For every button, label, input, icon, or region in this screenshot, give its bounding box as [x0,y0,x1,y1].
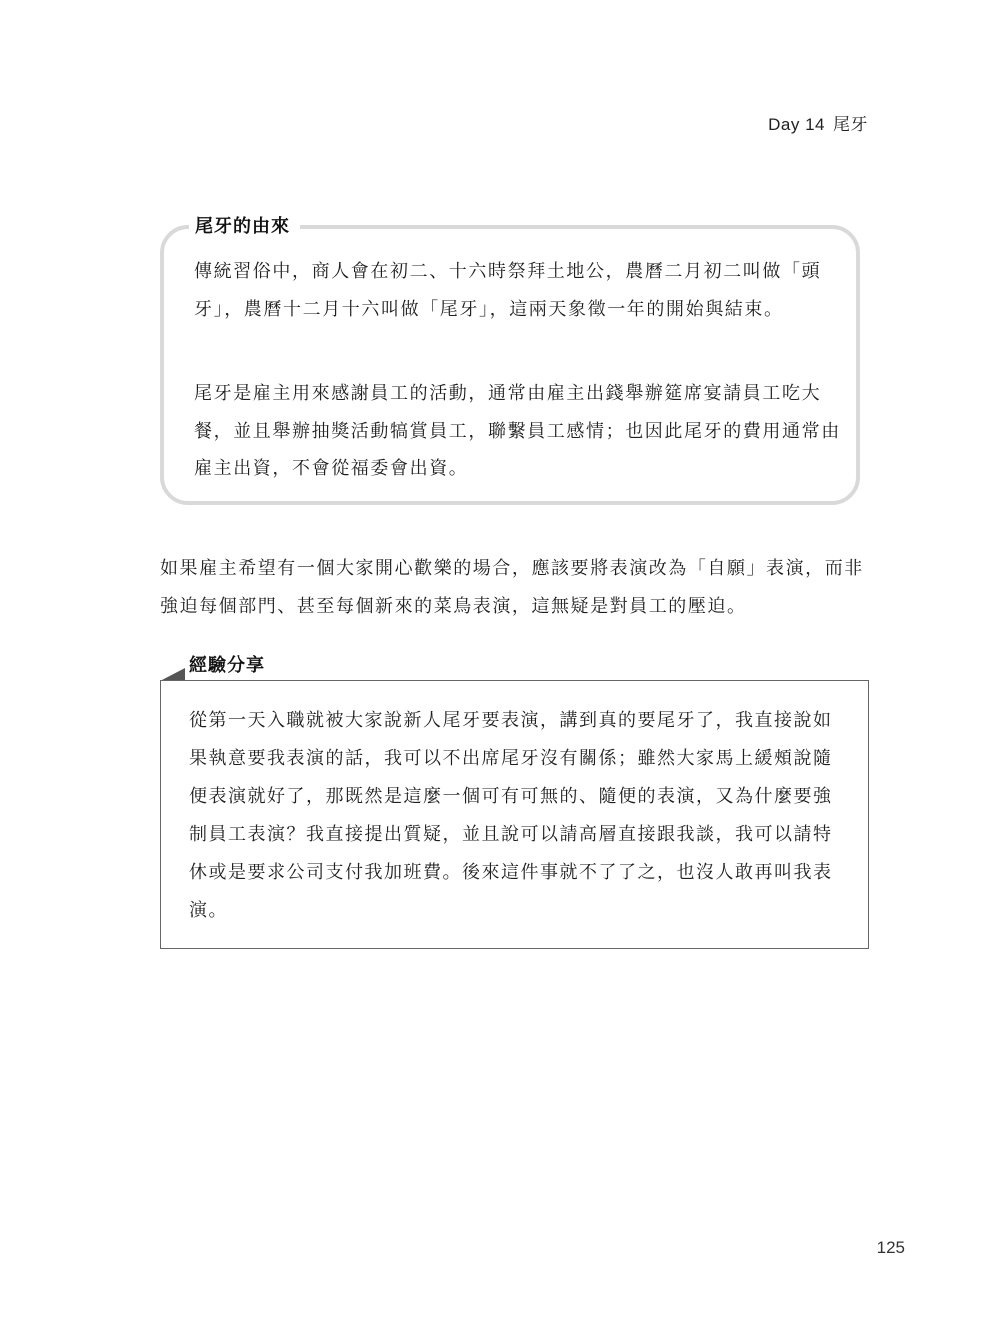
origin-paragraph-2: 尾牙是雇主用來感謝員工的活動，通常由雇主出錢舉辦筵席宴請員工吃大餐，並且舉辦抽獎活動犒賞員工，聯繫員工感情；也因此尾牙的費用通常由雇主出資，不會從福委會出資。 [194,383,841,479]
origin-paragraph-1: 傳統習俗中，商人會在初二、十六時祭拜土地公，農曆二月初二叫做「頭牙」，農曆十二月十六叫做「尾牙」，這兩天象徵一年的開始與結束。 [194,261,822,320]
page-number: 125 [876,1238,905,1257]
chapter-title: 尾牙 [833,115,868,134]
origin-box-title: 尾牙的由來 [189,214,300,240]
body-paragraph: 如果雇主希望有一個大家開心歡樂的場合，應該要將表演改為「自願」表演，而非強迫每個部門、甚至每個新來的菜鳥表演，這無疑是對員工的壓迫。 [160,558,864,617]
day-label: Day 14 [768,115,825,134]
experience-box-title: 經驗分享 [189,655,265,676]
experience-paragraph: 從第一天入職就被大家說新人尾牙要表演，講到真的要尾牙了，我直接說如果執意要我表演的話，我可以不出席尾牙沒有關係；雖然大家馬上緩頰說隨便表演就好了，那既然是這麼一個可有可無的、隨便的表演，又為什麼要強制員工表演？我直接提出質疑，並且說可以請高層直接跟我談，我可以請特休或是要求公司支付我加班費。後來這件事就不了了之，也沒人敢再叫我表演。 [189,710,833,921]
running-header [768,110,868,135]
